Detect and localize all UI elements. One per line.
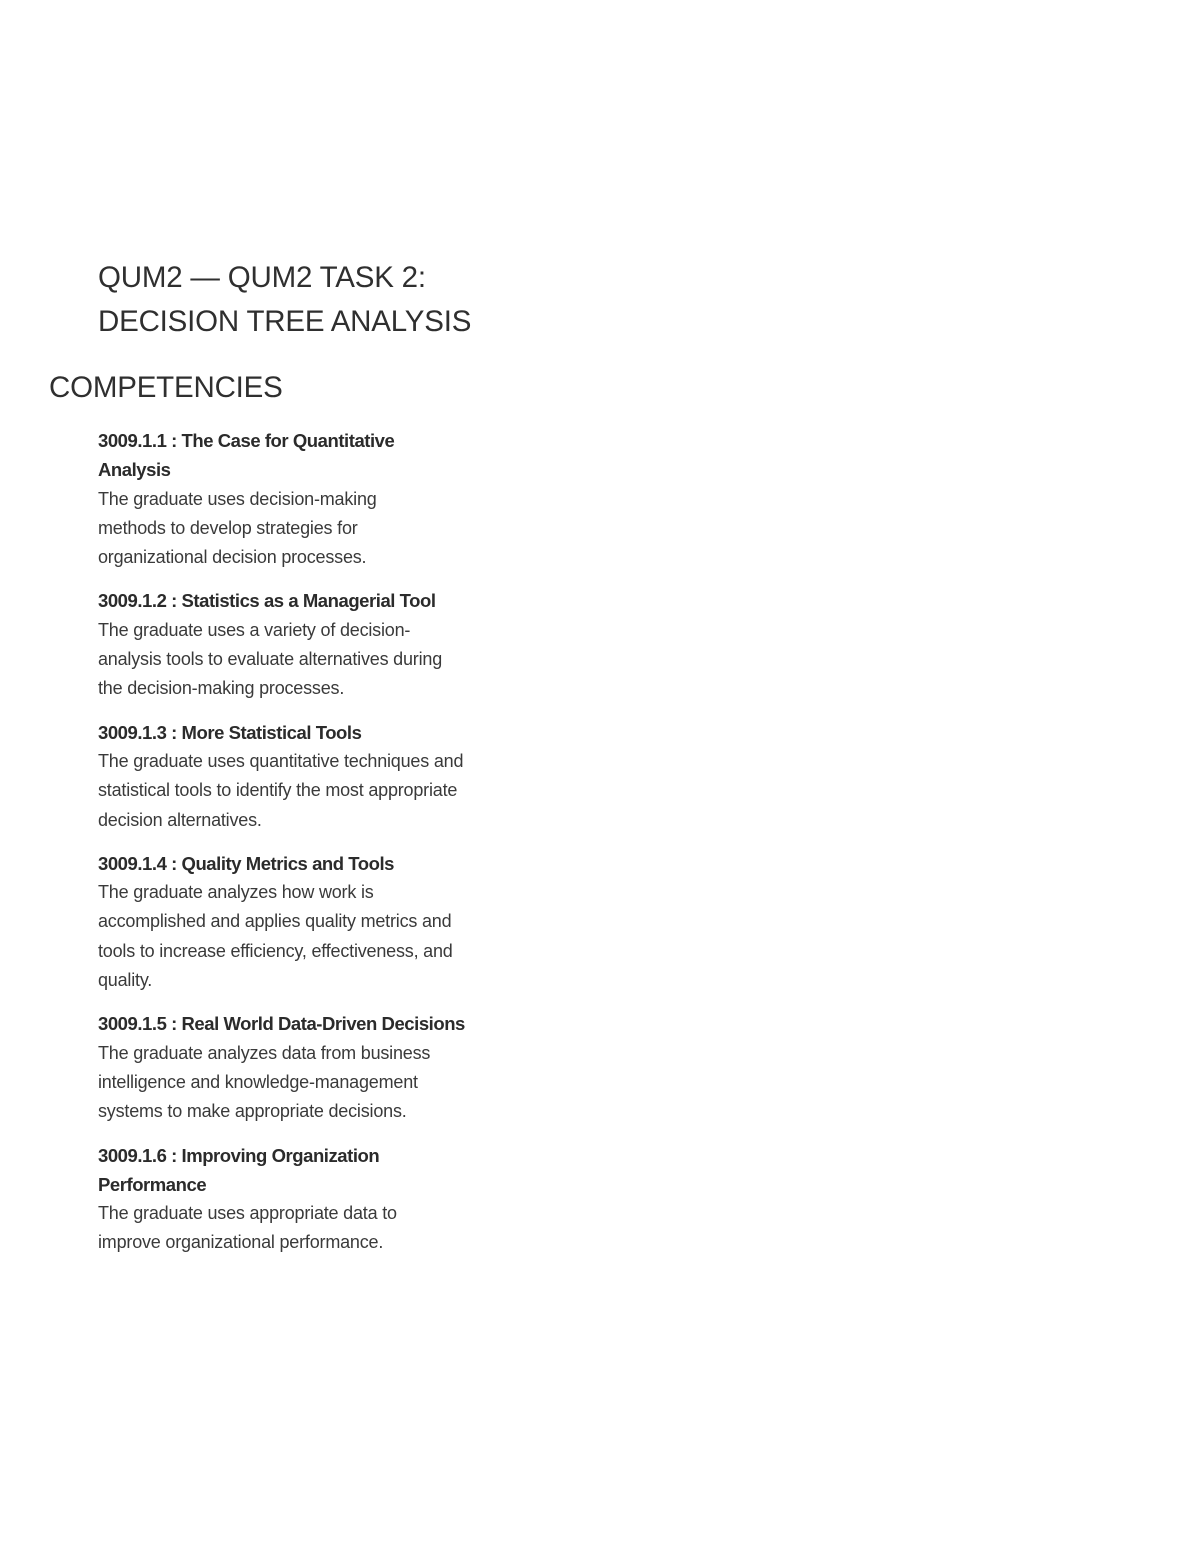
competency-item <box>98 426 518 572</box>
competency-item <box>98 586 518 703</box>
competency-item <box>98 718 518 835</box>
page-title: QUM2 — QUM2 TASK 2: DECISION TREE ANALYSIS <box>98 261 472 338</box>
competency-list <box>98 426 518 1272</box>
competency-title: 3009.1.4 : Quality Metrics and Tools <box>98 852 395 874</box>
competency-description: The graduate uses a variety of decision-analysis tools to evaluate alternatives during the decision-making processes. <box>98 619 443 699</box>
competency-item <box>98 1009 518 1126</box>
competency-title: 3009.1.2 : Statistics as a Managerial Tool <box>98 590 436 612</box>
competency-description: The graduate uses decision-making methods to develop strategies for organizational decision processes. <box>98 488 377 568</box>
competency-title: 3009.1.3 : More Statistical Tools <box>98 721 362 743</box>
competency-item <box>98 1141 518 1258</box>
competency-item <box>98 849 518 995</box>
competency-title: 3009.1.1 : The Case for Quantitative Analysis <box>98 430 395 481</box>
competency-description: The graduate analyzes how work is accomplished and applies quality metrics and tools to increase efficiency, effectiveness, and quality. <box>98 882 453 991</box>
competency-description: The graduate uses quantitative techniques and statistical tools to identify the most appropriate decision alternatives. <box>98 750 464 830</box>
competency-description: The graduate uses appropriate data to improve organizational performance. <box>98 1203 397 1253</box>
competency-title: 3009.1.6 : Improving Organization Performance <box>98 1144 380 1195</box>
competency-title: 3009.1.5 : Real World Data-Driven Decisions <box>98 1013 465 1035</box>
competencies-heading: COMPETENCIES <box>49 371 283 404</box>
competency-description: The graduate analyzes data from business intelligence and knowledge-management systems to make appropriate decisions. <box>98 1042 431 1122</box>
